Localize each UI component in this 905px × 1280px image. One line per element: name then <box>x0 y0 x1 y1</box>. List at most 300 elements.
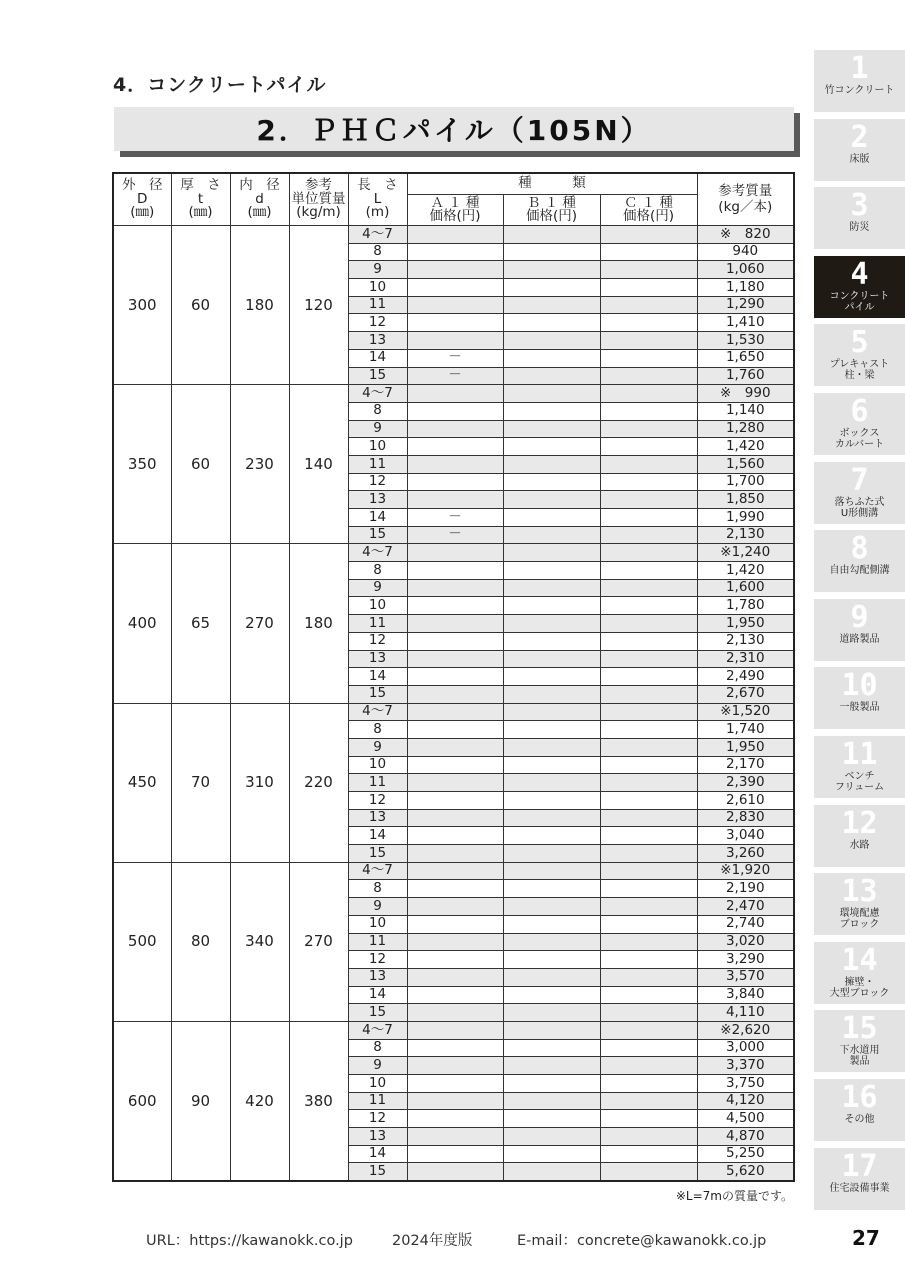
chapter-tab-number: 10 <box>841 668 878 704</box>
title-banner <box>114 107 794 151</box>
reference-mass-cell: 1,530 <box>697 332 794 350</box>
a1-price-cell <box>407 650 503 668</box>
b1-price-cell <box>503 615 600 633</box>
outer-diameter-cell: 400 <box>113 544 171 703</box>
a1-price-cell <box>407 579 503 597</box>
table-row <box>113 862 794 880</box>
reference-mass-cell: 1,280 <box>697 420 794 438</box>
b1-price-cell <box>503 933 600 951</box>
table-row <box>113 1021 794 1039</box>
table-row <box>113 226 794 244</box>
b1-price-cell <box>503 721 600 739</box>
length-cell: 15 <box>348 685 407 703</box>
chapter-tab-label: プレキャスト 柱・梁 <box>829 359 890 382</box>
inner-diameter-cell: 270 <box>230 544 289 703</box>
b1-price-cell <box>503 1039 600 1057</box>
inner-diameter-cell: 340 <box>230 862 289 1021</box>
b1-price-cell <box>503 1163 600 1181</box>
length-cell: 15 <box>348 367 407 385</box>
a1-price-cell: － <box>407 349 503 367</box>
c1-price-cell <box>600 597 697 615</box>
b1-price-cell <box>503 509 600 527</box>
c1-price-cell <box>600 226 697 244</box>
a1-price-cell <box>407 1092 503 1110</box>
outer-diameter-cell: 500 <box>113 862 171 1021</box>
c1-price-cell <box>600 1110 697 1128</box>
c1-price-cell <box>600 402 697 420</box>
reference-mass-cell: 2,610 <box>697 792 794 810</box>
length-cell: 9 <box>348 738 407 756</box>
reference-mass-cell: 3,570 <box>697 968 794 986</box>
a1-price-cell <box>407 774 503 792</box>
b1-price-cell <box>503 367 600 385</box>
c1-price-cell <box>600 632 697 650</box>
a1-price-cell <box>407 1128 503 1146</box>
length-cell: 9 <box>348 420 407 438</box>
b1-price-cell <box>503 243 600 261</box>
a1-price-cell <box>407 1021 503 1039</box>
b1-price-cell <box>503 296 600 314</box>
table-body <box>113 226 794 1182</box>
reference-mass-cell: 2,740 <box>697 915 794 933</box>
chapter-tab-15[interactable] <box>814 1010 905 1072</box>
length-cell: 10 <box>348 915 407 933</box>
chapter-tab-label: 竹コンクリート <box>824 85 895 96</box>
reference-mass-cell: 1,140 <box>697 402 794 420</box>
chapter-tab-label: 道路製品 <box>839 633 880 645</box>
c1-price-cell <box>600 809 697 827</box>
chapter-tab-13[interactable] <box>814 873 905 935</box>
page-title: 2．ＰＨＣパイル（105N） <box>256 114 652 147</box>
table-row <box>113 385 794 403</box>
a1-price-cell <box>407 933 503 951</box>
length-cell: 12 <box>348 792 407 810</box>
a1-price-cell <box>407 792 503 810</box>
b1-price-cell <box>503 455 600 473</box>
chapter-tab-9[interactable] <box>814 599 905 661</box>
length-cell: 13 <box>348 968 407 986</box>
length-cell: 12 <box>348 951 407 969</box>
a1-price-cell <box>407 314 503 332</box>
a1-price-cell <box>407 1057 503 1075</box>
chapter-tab-10[interactable] <box>814 667 905 729</box>
length-cell: 10 <box>348 597 407 615</box>
c1-price-cell <box>600 774 697 792</box>
table-row <box>113 703 794 721</box>
header-unit-mass: 参考 単位質量 (kg/m) <box>289 173 348 226</box>
c1-price-cell <box>600 968 697 986</box>
b1-price-cell <box>503 1110 600 1128</box>
reference-mass-cell: 2,470 <box>697 898 794 916</box>
a1-price-cell <box>407 1075 503 1093</box>
reference-mass-cell: 4,110 <box>697 1004 794 1022</box>
c1-price-cell <box>600 455 697 473</box>
reference-mass-cell: 2,310 <box>697 650 794 668</box>
chapter-tab-number: 17 <box>841 1148 878 1184</box>
chapter-tab-4[interactable] <box>814 256 905 318</box>
chapter-tab-16[interactable] <box>814 1079 905 1141</box>
b1-price-cell <box>503 261 600 279</box>
reference-mass-cell: 1,420 <box>697 562 794 580</box>
chapter-tab-number: 14 <box>841 942 878 978</box>
a1-price-cell <box>407 615 503 633</box>
length-cell: 4～7 <box>348 226 407 244</box>
chapter-tab-label: 防災 <box>849 222 870 234</box>
a1-price-cell <box>407 279 503 297</box>
b1-price-cell <box>503 632 600 650</box>
chapter-tab-label: コンクリート パイル <box>829 290 890 313</box>
length-cell: 15 <box>348 845 407 863</box>
chapter-tab-14[interactable] <box>814 942 905 1004</box>
length-cell: 15 <box>348 526 407 544</box>
length-cell: 11 <box>348 933 407 951</box>
c1-price-cell <box>600 703 697 721</box>
a1-price-cell <box>407 420 503 438</box>
c1-price-cell <box>600 1092 697 1110</box>
a1-price-cell <box>407 756 503 774</box>
reference-mass-cell: 1,740 <box>697 721 794 739</box>
a1-price-cell <box>407 1110 503 1128</box>
a1-price-cell <box>407 1039 503 1057</box>
a1-price-cell <box>407 1145 503 1163</box>
b1-price-cell <box>503 1092 600 1110</box>
reference-mass-cell: ※1,240 <box>697 544 794 562</box>
chapter-tab-label: その他 <box>844 1114 875 1125</box>
chapter-tab-number: 9 <box>850 599 869 635</box>
a1-price-cell <box>407 809 503 827</box>
header-b1: Ｂ １ 種 価格(円) <box>503 195 600 226</box>
b1-price-cell <box>503 703 600 721</box>
length-cell: 10 <box>348 438 407 456</box>
b1-price-cell <box>503 898 600 916</box>
c1-price-cell <box>600 1004 697 1022</box>
chapter-tab-5[interactable] <box>814 324 905 386</box>
a1-price-cell <box>407 827 503 845</box>
reference-mass-cell: 3,290 <box>697 951 794 969</box>
c1-price-cell <box>600 562 697 580</box>
length-cell: 10 <box>348 756 407 774</box>
length-cell: 14 <box>348 668 407 686</box>
length-cell: 4～7 <box>348 385 407 403</box>
length-cell: 12 <box>348 314 407 332</box>
length-cell: 11 <box>348 1092 407 1110</box>
a1-price-cell <box>407 898 503 916</box>
outer-diameter-cell: 300 <box>113 226 171 385</box>
unit-mass-cell: 270 <box>289 862 348 1021</box>
chapter-tab-number: 13 <box>841 874 878 910</box>
thickness-cell: 70 <box>171 703 230 862</box>
b1-price-cell <box>503 526 600 544</box>
reference-mass-cell: 3,020 <box>697 933 794 951</box>
reference-mass-cell: 3,040 <box>697 827 794 845</box>
c1-price-cell <box>600 349 697 367</box>
reference-mass-cell: 2,190 <box>697 880 794 898</box>
c1-price-cell <box>600 792 697 810</box>
a1-price-cell <box>407 880 503 898</box>
reference-mass-cell: 1,760 <box>697 367 794 385</box>
chapter-tab-label: 落ちふた式 U形側溝 <box>834 496 885 519</box>
chapter-tab-number: 12 <box>841 805 878 841</box>
b1-price-cell <box>503 668 600 686</box>
length-cell: 15 <box>348 1163 407 1181</box>
reference-mass-cell: 1,950 <box>697 738 794 756</box>
b1-price-cell <box>503 314 600 332</box>
length-cell: 12 <box>348 473 407 491</box>
chapter-tab-1[interactable] <box>814 50 905 112</box>
chapter-tab-number: 4 <box>850 256 869 292</box>
chapter-tab-6[interactable] <box>814 393 905 455</box>
c1-price-cell <box>600 420 697 438</box>
c1-price-cell <box>600 650 697 668</box>
header-outer-diameter: 外 径 D (㎜) <box>113 173 171 226</box>
c1-price-cell <box>600 243 697 261</box>
unit-mass-cell: 380 <box>289 1021 348 1181</box>
chapter-tab-number: 6 <box>850 394 869 429</box>
c1-price-cell <box>600 579 697 597</box>
a1-price-cell <box>407 845 503 863</box>
chapter-tab-2[interactable] <box>814 119 905 181</box>
chapter-tab-number: 16 <box>841 1080 878 1115</box>
chapter-tab-label: 擁壁・ 大型ブロック <box>829 976 890 999</box>
length-cell: 9 <box>348 579 407 597</box>
c1-price-cell <box>600 1128 697 1146</box>
c1-price-cell <box>600 685 697 703</box>
b1-price-cell <box>503 827 600 845</box>
c1-price-cell <box>600 1039 697 1057</box>
chapter-tab-8[interactable] <box>814 530 905 592</box>
b1-price-cell <box>503 1145 600 1163</box>
a1-price-cell <box>407 1004 503 1022</box>
outer-diameter-cell: 600 <box>113 1021 171 1181</box>
length-cell: 8 <box>348 243 407 261</box>
length-cell: 9 <box>348 261 407 279</box>
c1-price-cell <box>600 721 697 739</box>
reference-mass-cell: ※1,520 <box>697 703 794 721</box>
inner-diameter-cell: 310 <box>230 703 289 862</box>
b1-price-cell <box>503 756 600 774</box>
length-cell: 10 <box>348 279 407 297</box>
chapter-tab-17[interactable] <box>814 1148 905 1210</box>
a1-price-cell <box>407 668 503 686</box>
outer-diameter-cell: 450 <box>113 703 171 862</box>
length-cell: 14 <box>348 349 407 367</box>
a1-price-cell <box>407 632 503 650</box>
b1-price-cell <box>503 862 600 880</box>
c1-price-cell <box>600 526 697 544</box>
c1-price-cell <box>600 1021 697 1039</box>
c1-price-cell <box>600 491 697 509</box>
c1-price-cell <box>600 544 697 562</box>
c1-price-cell <box>600 367 697 385</box>
reference-mass-cell: ※ 990 <box>697 385 794 403</box>
a1-price-cell <box>407 862 503 880</box>
reference-mass-cell: 1,420 <box>697 438 794 456</box>
chapter-tab-number: 11 <box>841 737 878 772</box>
b1-price-cell <box>503 597 600 615</box>
reference-mass-cell: 1,560 <box>697 455 794 473</box>
unit-mass-cell: 120 <box>289 226 348 385</box>
c1-price-cell <box>600 827 697 845</box>
header-reference-mass: 参考質量 (kg／本) <box>697 173 794 226</box>
unit-mass-cell: 180 <box>289 544 348 703</box>
chapter-tab-number: 8 <box>850 531 869 567</box>
b1-price-cell <box>503 1021 600 1039</box>
reference-mass-cell: 1,290 <box>697 296 794 314</box>
a1-price-cell <box>407 473 503 491</box>
length-cell: 13 <box>348 491 407 509</box>
a1-price-cell <box>407 951 503 969</box>
length-cell: 4～7 <box>348 1021 407 1039</box>
inner-diameter-cell: 230 <box>230 385 289 544</box>
length-cell: 14 <box>348 509 407 527</box>
c1-price-cell <box>600 951 697 969</box>
c1-price-cell <box>600 668 697 686</box>
chapter-tab-11[interactable] <box>814 736 905 798</box>
c1-price-cell <box>600 933 697 951</box>
a1-price-cell <box>407 738 503 756</box>
chapter-tab-label: 住宅設備事業 <box>829 1182 890 1194</box>
a1-price-cell <box>407 1163 503 1181</box>
b1-price-cell <box>503 279 600 297</box>
reference-mass-cell: 2,390 <box>697 774 794 792</box>
b1-price-cell <box>503 473 600 491</box>
length-cell: 8 <box>348 562 407 580</box>
a1-price-cell <box>407 455 503 473</box>
chapter-tab-label: ボックス カルバート <box>834 428 885 450</box>
a1-price-cell <box>407 562 503 580</box>
reference-mass-cell: 2,130 <box>697 526 794 544</box>
chapter-tab-label: 自由勾配側溝 <box>829 565 890 577</box>
b1-price-cell <box>503 226 600 244</box>
reference-mass-cell: 4,500 <box>697 1110 794 1128</box>
length-cell: 13 <box>348 1128 407 1146</box>
c1-price-cell <box>600 915 697 933</box>
length-cell: 11 <box>348 774 407 792</box>
table-row <box>113 544 794 562</box>
a1-price-cell <box>407 721 503 739</box>
c1-price-cell <box>600 296 697 314</box>
a1-price-cell <box>407 261 503 279</box>
a1-price-cell: － <box>407 526 503 544</box>
chapter-tab-number: 5 <box>850 325 869 361</box>
b1-price-cell <box>503 579 600 597</box>
reference-mass-cell: 3,000 <box>697 1039 794 1057</box>
c1-price-cell <box>600 738 697 756</box>
unit-mass-cell: 140 <box>289 385 348 544</box>
c1-price-cell <box>600 845 697 863</box>
header-inner-diameter: 内 径 d (㎜) <box>230 173 289 226</box>
b1-price-cell <box>503 685 600 703</box>
c1-price-cell <box>600 438 697 456</box>
b1-price-cell <box>503 544 600 562</box>
c1-price-cell <box>600 615 697 633</box>
reference-mass-cell: 5,250 <box>697 1145 794 1163</box>
reference-mass-cell: 3,370 <box>697 1057 794 1075</box>
chapter-tab-12[interactable] <box>814 805 905 867</box>
length-cell: 8 <box>348 880 407 898</box>
c1-price-cell <box>600 756 697 774</box>
chapter-tab-label: ベンチ フリューム <box>834 771 885 793</box>
c1-price-cell <box>600 385 697 403</box>
reference-mass-cell: 1,180 <box>697 279 794 297</box>
b1-price-cell <box>503 402 600 420</box>
b1-price-cell <box>503 738 600 756</box>
a1-price-cell <box>407 544 503 562</box>
reference-mass-cell: 1,990 <box>697 509 794 527</box>
length-cell: 15 <box>348 1004 407 1022</box>
b1-price-cell <box>503 438 600 456</box>
b1-price-cell <box>503 809 600 827</box>
chapter-tab-3[interactable] <box>814 187 905 249</box>
reference-mass-cell: 2,130 <box>697 632 794 650</box>
c1-price-cell <box>600 1145 697 1163</box>
c1-price-cell <box>600 862 697 880</box>
c1-price-cell <box>600 1075 697 1093</box>
reference-mass-cell: 1,780 <box>697 597 794 615</box>
c1-price-cell <box>600 473 697 491</box>
b1-price-cell <box>503 968 600 986</box>
inner-diameter-cell: 420 <box>230 1021 289 1181</box>
reference-mass-cell: 3,260 <box>697 845 794 863</box>
b1-price-cell <box>503 385 600 403</box>
b1-price-cell <box>503 1128 600 1146</box>
length-cell: 8 <box>348 721 407 739</box>
chapter-tab-7[interactable] <box>814 462 905 524</box>
b1-price-cell <box>503 951 600 969</box>
unit-mass-cell: 220 <box>289 703 348 862</box>
page-number: 27 <box>852 1226 880 1250</box>
b1-price-cell <box>503 880 600 898</box>
chapter-tab-number: 1 <box>850 51 869 86</box>
length-cell: 9 <box>348 1057 407 1075</box>
header-length: 長 さ L (m) <box>348 173 407 226</box>
b1-price-cell <box>503 349 600 367</box>
reference-mass-cell: 1,410 <box>697 314 794 332</box>
length-cell: 4～7 <box>348 703 407 721</box>
chapter-tab-number: 15 <box>841 1011 878 1047</box>
a1-price-cell <box>407 491 503 509</box>
reference-mass-cell: 1,060 <box>697 261 794 279</box>
header-c1: Ｃ １ 種 価格(円) <box>600 195 697 226</box>
length-cell: 13 <box>348 650 407 668</box>
c1-price-cell <box>600 986 697 1004</box>
length-cell: 12 <box>348 632 407 650</box>
b1-price-cell <box>503 562 600 580</box>
footer-edition: 2024年度版 <box>392 1233 473 1249</box>
a1-price-cell <box>407 685 503 703</box>
reference-mass-cell: 3,750 <box>697 1075 794 1093</box>
thickness-cell: 60 <box>171 385 230 544</box>
reference-mass-cell: 1,950 <box>697 615 794 633</box>
chapter-tab-label: 水路 <box>849 839 870 851</box>
reference-mass-cell: 3,840 <box>697 986 794 1004</box>
length-cell: 14 <box>348 986 407 1004</box>
reference-mass-cell: 2,670 <box>697 685 794 703</box>
thickness-cell: 60 <box>171 226 230 385</box>
footnote: ※L=7mの質量です。 <box>675 1189 793 1203</box>
a1-price-cell: － <box>407 509 503 527</box>
reference-mass-cell: 1,600 <box>697 579 794 597</box>
b1-price-cell <box>503 774 600 792</box>
reference-mass-cell: 1,850 <box>697 491 794 509</box>
header-a1: Ａ １ 種 価格(円) <box>407 195 503 226</box>
b1-price-cell <box>503 1075 600 1093</box>
length-cell: 11 <box>348 615 407 633</box>
length-cell: 4～7 <box>348 544 407 562</box>
c1-price-cell <box>600 314 697 332</box>
b1-price-cell <box>503 986 600 1004</box>
a1-price-cell <box>407 243 503 261</box>
